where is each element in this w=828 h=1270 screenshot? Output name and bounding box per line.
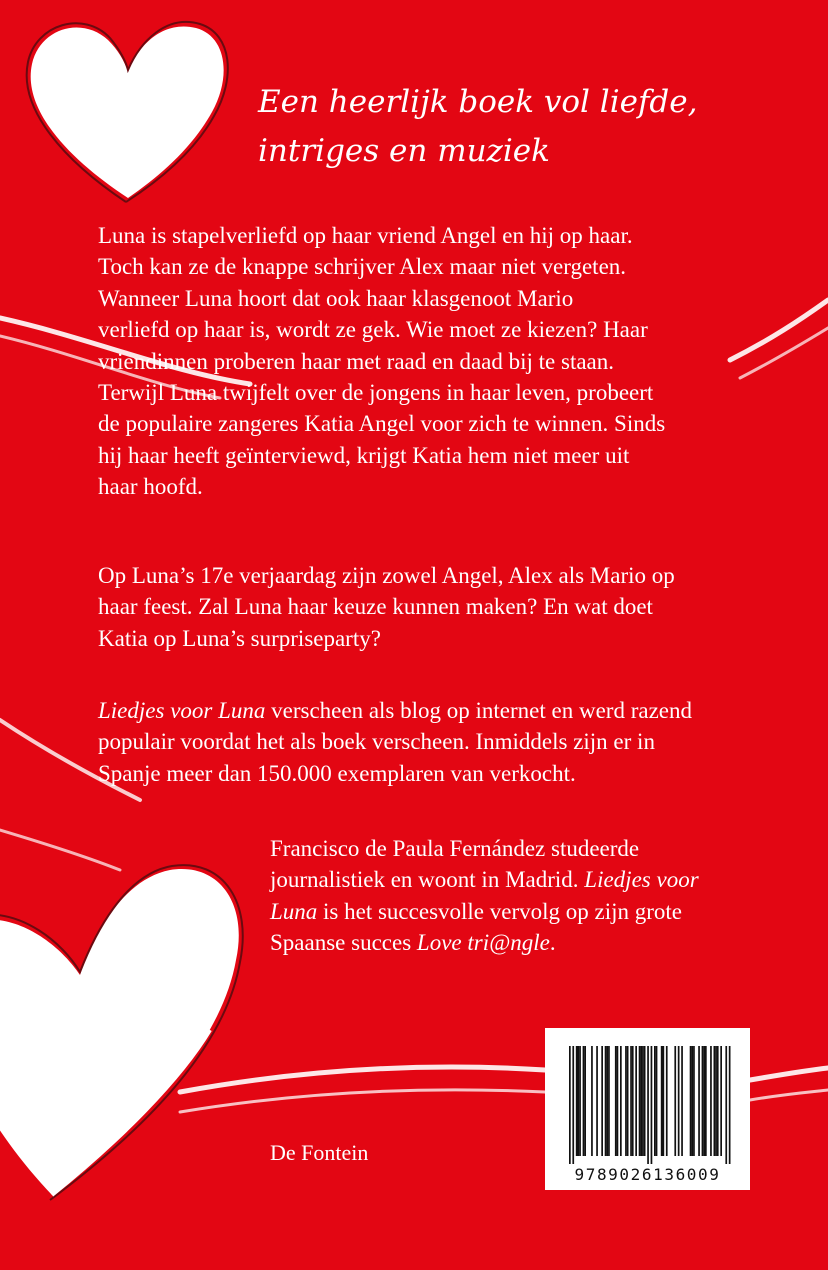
barcode-bar — [606, 1046, 608, 1156]
bio-line — [270, 927, 810, 958]
tagline — [258, 78, 818, 176]
barcode-bar — [690, 1046, 692, 1156]
barcode-bar — [720, 1046, 722, 1156]
isbn-number: 9789026136009 — [574, 1165, 721, 1184]
book-title: Liedjes voor — [584, 867, 699, 893]
blurb-line: Terwijl Luna twijfelt over de jongens in haar leven, probeert — [98, 380, 654, 406]
barcode-bar — [605, 1046, 607, 1156]
blurb-line: de populaire zangeres Katia Angel voor zich te winnen. Sinds — [98, 411, 666, 437]
barcode-bar — [601, 1046, 603, 1156]
blurb-line: Spanje meer dan 150.000 exemplaren van verkocht. — [98, 760, 576, 786]
barcode-bar — [714, 1046, 716, 1156]
barcode-bar — [681, 1046, 683, 1156]
barcode-bar — [596, 1046, 598, 1156]
blurb-line: Luna is stapelverliefd op haar vriend Angel en hij op haar. — [98, 223, 633, 248]
barcode-bar — [625, 1046, 627, 1156]
barcode-bar — [608, 1046, 610, 1156]
barcode-bar — [583, 1046, 585, 1156]
barcode-bar — [715, 1046, 717, 1156]
blurb-line: vriendinnen proberen haar met raad en daad bij te staan. — [98, 348, 614, 374]
barcode-bar — [651, 1046, 653, 1164]
barcode-bar — [569, 1046, 571, 1164]
blurb-line: populair voordat het als boek verscheen. Inmiddels zijn er in — [98, 729, 655, 755]
barcode-bar — [705, 1046, 707, 1156]
bio-text: journalistiek en woont in Madrid. — [270, 867, 585, 893]
blurb-paragraph-2 — [98, 560, 818, 654]
barcode-bar — [584, 1046, 586, 1156]
barcode-bar — [661, 1046, 663, 1156]
barcode-bar — [725, 1046, 727, 1164]
blurb-line: Katia op Luna’s surpriseparty? — [98, 625, 381, 651]
bio-text: is het succesvolle vervolg op zijn grote — [317, 898, 683, 924]
barcode-bar — [630, 1046, 632, 1156]
barcode-bar — [674, 1046, 676, 1156]
blurb-line: haar feest. Zal Luna haar keuze kunnen maken? En wat doet — [98, 594, 653, 620]
blurb-line: haar hoofd. — [98, 474, 203, 500]
barcode — [545, 1028, 750, 1190]
barcode-bar — [702, 1046, 704, 1156]
heart-icon — [0, 865, 243, 1200]
barcode-bar — [729, 1046, 731, 1164]
barcode-bar — [654, 1046, 656, 1156]
barcode-bar — [691, 1046, 693, 1156]
blurb-line: hij haar heeft geïnterviewd, krijgt Katia hem niet meer uit — [98, 442, 630, 468]
tagline-line: Een heerlijk boek vol liefde, — [258, 84, 698, 120]
barcode-bar — [615, 1046, 617, 1156]
barcode-bar — [663, 1046, 665, 1156]
blurb-line — [98, 695, 818, 726]
book-title: Liedjes voor Luna — [98, 698, 266, 723]
bio-text: Spaanse succes — [270, 930, 417, 956]
blurb-line: Toch kan ze de knappe schrijver Alex maar niet vergeten. — [98, 254, 627, 280]
barcode-bar — [617, 1046, 619, 1156]
barcode-bar — [717, 1046, 719, 1156]
barcode-bar — [693, 1046, 695, 1156]
barcode-bar — [572, 1046, 574, 1164]
barcode-bar — [666, 1046, 668, 1156]
heart-icon — [27, 22, 228, 202]
barcode-bar — [578, 1046, 580, 1156]
blurb-paragraph-3 — [98, 695, 818, 789]
barcode-bar — [576, 1046, 578, 1156]
bio-line — [270, 864, 810, 895]
bio-text: . — [549, 930, 556, 956]
blurb-paragraph-1 — [98, 220, 818, 503]
barcode-bar — [632, 1046, 634, 1156]
barcode-bar — [639, 1046, 641, 1156]
barcode-bar — [640, 1046, 642, 1156]
publisher-name: De Fontein — [270, 1140, 369, 1165]
barcode-bar — [642, 1046, 644, 1156]
blurb-line: Wanneer Luna hoort dat ook haar klasgenoot Mario — [98, 285, 574, 311]
barcode-bar — [698, 1046, 700, 1156]
barcode-bar — [703, 1046, 705, 1156]
blurb-line: verliefd op haar is, wordt ze gek. Wie moet ze kiezen? Haar — [98, 317, 648, 343]
book-title: Love tri@ngle — [416, 930, 550, 956]
bio-line — [270, 896, 810, 927]
blurb-text: verscheen als blog op internet en werd razend — [265, 698, 692, 723]
barcode-bar — [591, 1046, 593, 1156]
bio-line: Francisco de Paula Fernández studeerde — [270, 836, 640, 861]
barcode-bar — [627, 1046, 629, 1156]
barcode-bar — [678, 1046, 680, 1156]
blurb-line: Op Luna’s 17e verjaardag zijn zowel Angel, Alex als Mario op — [98, 563, 675, 588]
barcode-bar — [656, 1046, 658, 1156]
barcode-bar — [710, 1046, 712, 1156]
barcode-bar — [644, 1046, 646, 1156]
barcode-bar — [620, 1046, 622, 1156]
barcode-bar — [579, 1046, 581, 1156]
author-bio — [270, 833, 810, 959]
book-title: Luna — [270, 898, 318, 924]
barcode-bar — [635, 1046, 637, 1156]
tagline-line: intriges en muziek — [258, 133, 550, 169]
barcode-bar — [647, 1046, 649, 1164]
